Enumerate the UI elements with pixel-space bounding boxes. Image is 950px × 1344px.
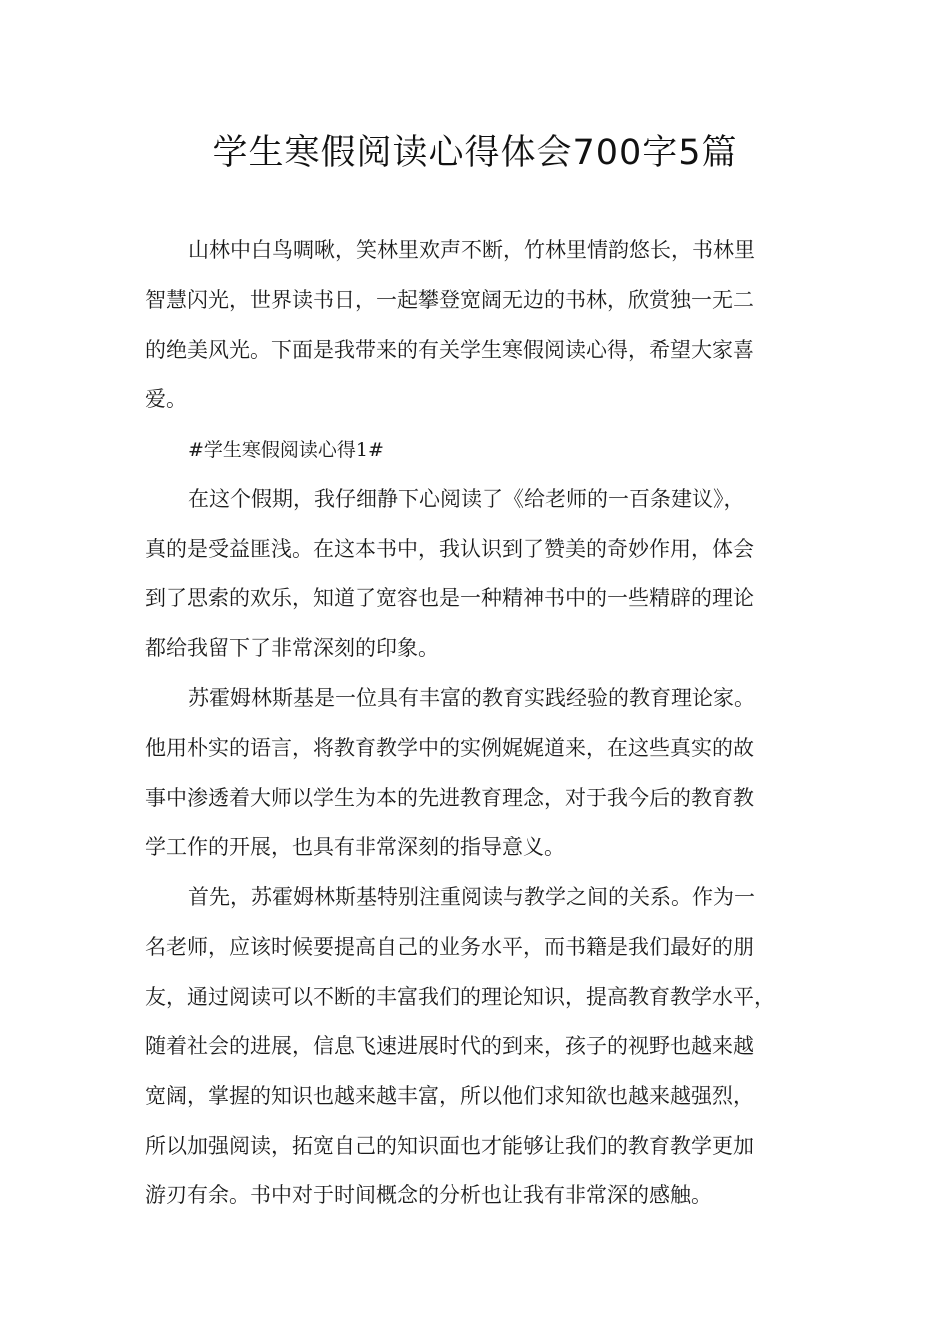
- section-heading: #学生寒假阅读心得1#: [188, 439, 384, 461]
- paragraph-line: 友，通过阅读可以不断的丰富我们的理论知识，提高教育教学水平，: [145, 985, 775, 1009]
- document-title: 学生寒假阅读心得体会700字5篇: [212, 133, 738, 173]
- paragraph-line: 名老师，应该时候要提高自己的业务水平，而书籍是我们最好的朋: [145, 935, 754, 959]
- paragraph-line: 他用朴实的语言，将教育教学中的实例娓娓道来，在这些真实的故: [145, 736, 754, 760]
- paragraph-line: 学工作的开展，也具有非常深刻的指导意义。: [145, 835, 565, 859]
- paragraph-line: 都给我留下了非常深刻的印象。: [145, 636, 439, 660]
- paragraph-line: 随着社会的进展，信息飞速进展时代的到来，孩子的视野也越来越: [145, 1034, 754, 1058]
- paragraph-line: 爱。: [145, 387, 187, 411]
- paragraph-line: 所以加强阅读，拓宽自己的知识面也才能够让我们的教育教学更加: [145, 1134, 754, 1158]
- paragraph-line: 苏霍姆林斯基是一位具有丰富的教育实践经验的教育理论家。: [188, 686, 755, 710]
- paragraph-line: 在这个假期，我仔细静下心阅读了《给老师的一百条建议》，: [188, 487, 745, 511]
- paragraph-line: 游刃有余。书中对于时间概念的分析也让我有非常深的感触。: [145, 1183, 712, 1207]
- paragraph-line: 首先，苏霍姆林斯基特别注重阅读与教学之间的关系。作为一: [188, 885, 755, 909]
- paragraph-line: 宽阔，掌握的知识也越来越丰富，所以他们求知欲也越来越强烈，: [145, 1084, 754, 1108]
- paragraph-line: 智慧闪光，世界读书日，一起攀登宽阔无边的书林，欣赏独一无二: [145, 288, 754, 312]
- paragraph-line: 事中渗透着大师以学生为本的先进教育理念，对于我今后的教育教: [145, 786, 754, 810]
- paragraph-line: 到了思索的欢乐，知道了宽容也是一种精神书中的一些精辟的理论: [145, 586, 754, 610]
- paragraph-line: 山林中白鸟啁啾，笑林里欢声不断，竹林里情韵悠长，书林里: [188, 238, 755, 262]
- paragraph-line: 真的是受益匪浅。在这本书中，我认识到了赞美的奇妙作用，体会: [145, 537, 754, 561]
- paragraph-line: 的绝美风光。下面是我带来的有关学生寒假阅读心得，希望大家喜: [145, 338, 754, 362]
